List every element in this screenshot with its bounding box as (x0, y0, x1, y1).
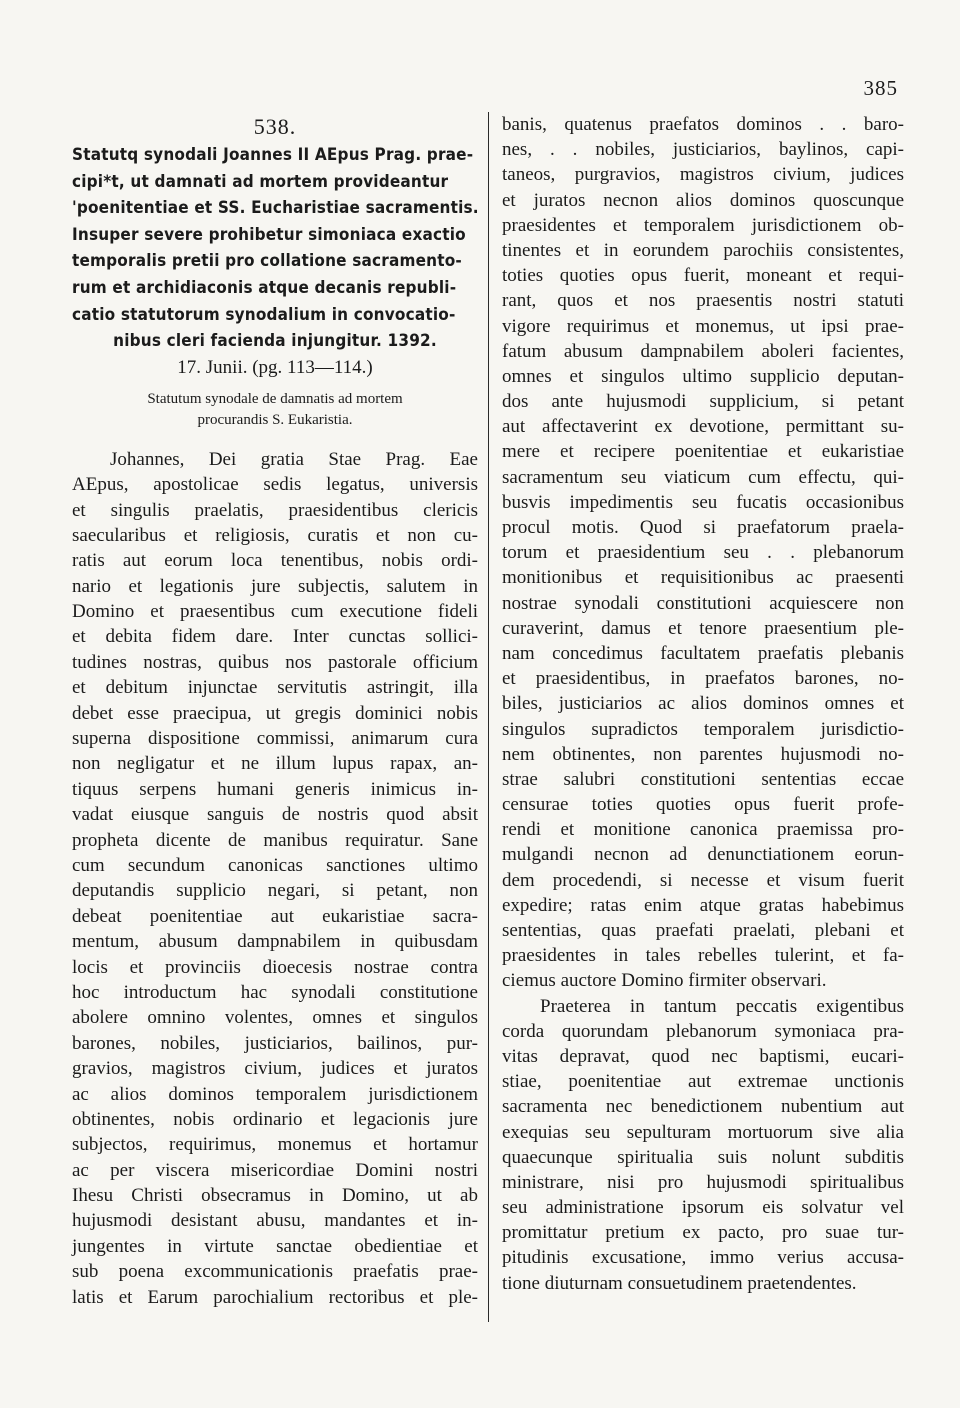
left-body-text (72, 447, 478, 1310)
text-line: dem procedendi, si necesse et visum fuerit (502, 869, 904, 891)
caption-line: Statutum synodale de damnatis ad mortem (147, 390, 403, 407)
heading-line: cipi*t, ut damnati ad mortem provideantur (72, 171, 449, 192)
text-line: deputandis supplicio negari, si petant, non (72, 880, 478, 902)
text-line: hoc introductum hac synodali constitutione (72, 981, 478, 1003)
text-line: ministrare, nisi pro hujusmodi spiritualibus (502, 1171, 904, 1193)
heading-line: Statutq synodali Joannes II AEpus Prag. prae- (72, 145, 474, 165)
text-line: superna dispositione commissi, animarum cura (72, 728, 478, 750)
text-line: stiae, poenitentiae aut extremae unctionis (502, 1071, 904, 1093)
document-date: 17. Junii. (pg. 113—114.) (177, 356, 373, 378)
text-line: sub poena excommunicationis praefatis prae- (72, 1261, 478, 1283)
text-line: expedire; ratas enim atque gratas habebimus (502, 894, 904, 916)
text-line: rant, quos et nos praesentis nostri statuti (502, 290, 904, 312)
text-line: torum et praesidentium seu . . plebanorum (502, 542, 904, 564)
heading-line: nibus cleri facienda injungitur. 1392. (113, 331, 437, 352)
text-line: Praeterea in tantum peccatis exigentibus (540, 995, 904, 1017)
heading-line: catio statutorum synodalium in convocatio- (72, 304, 456, 325)
text-line: aut affectaverint ex devotione, permittant su- (502, 416, 904, 438)
caption-line: procurandis S. Eukaristia. (197, 411, 353, 428)
text-line: nario et legationis jure subjectis, salutem in (72, 575, 478, 597)
text-line: banis, quatenus praefatos dominos . . baro- (502, 114, 904, 135)
text-line: et debitum injunctae servitutis astringit, illa (72, 677, 478, 699)
heading-line: temporalis pretii pro collatione sacramento- (72, 251, 462, 272)
text-line: Domino et praesentibus cum executione fideli (72, 601, 478, 623)
text-line: sacramentum seu viaticum cum effectu, qui- (502, 466, 904, 488)
text-line: et juratos necnon alios dominos quoscunque (502, 189, 904, 211)
text-line: ciemus auctore Domino firmiter observari. (502, 970, 827, 992)
text-line: debet esse praecipua, ut gregis dominici nobis (72, 702, 478, 724)
right-column (502, 112, 904, 1296)
heading-line: rum et archidiaconis atque decanis republi- (72, 277, 457, 298)
text-line: et singulis praelatis, praesidentibus clericis (72, 499, 478, 521)
text-line: latis et Earum parochialium rectoribus et ple- (72, 1286, 478, 1308)
text-line: sacramenta nec benedictionem nubentium aut (502, 1096, 904, 1118)
document-caption (72, 389, 478, 431)
text-line: toties quoties opus fuerit, moneant et requi- (502, 265, 904, 287)
text-line: obtinentes, nobis ordinario et legacionis jure (72, 1108, 478, 1130)
text-line: strae salubri constitutioni sententias eccae (502, 768, 904, 790)
text-line: abolere omnino volentes, omnes et singulos (72, 1007, 478, 1029)
text-line: omnes et singulos ultimo supplicio deputan- (502, 365, 904, 387)
text-line: vigore requirimus et monemus, ut ipsi prae- (502, 315, 904, 337)
document-number: 538. (253, 114, 297, 139)
text-line: propheta dicente de manibus requiratur. Sane (72, 829, 478, 851)
text-line: fatum abusum dampnabilem aboleri facientes, (502, 340, 904, 362)
text-line: et debita fidem dare. Inter cunctas sollici- (72, 626, 478, 648)
right-body-text (502, 112, 904, 1296)
text-line: rendi et monitione canonica praemissa pro- (502, 819, 904, 841)
text-line: Ihesu Christi obsecramus in Domino, ut ab (72, 1185, 478, 1207)
text-line: exequias seu sepulturam mortuorum sive alia (502, 1121, 904, 1143)
page-number: 385 (863, 76, 898, 100)
left-column (72, 112, 478, 1310)
text-line: censurae toties quoties opus fuerit profe- (502, 794, 904, 816)
text-line: barones, nobiles, justiciarios, bailinos, pur- (72, 1032, 478, 1054)
text-line: et praesidentibus, in praefatos barones, no- (502, 668, 904, 690)
text-line: corda quorundam plebanorum symoniaca pra- (502, 1020, 904, 1042)
column-divider (488, 112, 489, 1322)
text-line: non negligatur et ne illum lupus rapax, an- (72, 753, 478, 775)
text-line: praesidentes et temporalem jurisdictionem ob- (502, 214, 904, 236)
text-line: tione diuturnam consuetudinem praetendentes. (502, 1272, 857, 1294)
text-line: procul motis. Quod si praefatorum praela- (502, 517, 904, 538)
text-line: Johannes, Dei gratia Stae Prag. Eae (110, 448, 478, 470)
text-line: mulgandi necnon ad denunctiationem eorun- (502, 844, 904, 866)
text-line: subjectos, requirimus, monemus et hortamur (72, 1134, 478, 1156)
text-line: ratis aut eorum loca tenentibus, nobis ordi- (72, 550, 478, 572)
text-line: promittatur pretium ex pacto, pro suae tur- (502, 1222, 904, 1244)
text-line: tudines nostras, quibus nos pastorale officium (72, 651, 478, 673)
text-line: vitas depravat, quod nec baptismi, eucari- (502, 1045, 904, 1067)
text-line: praesidentes in tales rebelles tulerint, et fa- (502, 945, 904, 967)
text-line: tiquus serpens humani generis inimicus in- (72, 778, 478, 800)
text-line: quaecunque spiritualia suis nolunt subditis (502, 1146, 904, 1168)
text-line: mentum, abusum dampnabilem in quibusdam (72, 931, 478, 953)
text-line: cum secundum canonicas sanctiones ultimo (72, 855, 478, 876)
text-line: hujusmodi desistant abusu, mandantes et in- (72, 1210, 478, 1232)
text-line: monitionibus et requisitionibus ac praesenti (502, 567, 904, 589)
heading-line: 'poenitentiae et SS. Eucharistiae sacramentis. (72, 198, 479, 219)
heading-line: Insuper severe prohibetur simoniaca exactio (72, 224, 466, 245)
text-line: ac alios dominos temporalem jurisdictionem (72, 1083, 478, 1105)
text-line: tinentes et in eorundem parochiis consistentes, (502, 239, 904, 261)
text-line: seu administratione ipsorum eis solvatur vel (502, 1197, 904, 1219)
text-line: jungentes in virtute sanctae obedientiae et (72, 1235, 478, 1257)
text-line: nem obtinentes, non parentes hujusmodi no- (502, 743, 904, 765)
text-line: nostrae synodali constitutioni acquiescere non (502, 592, 904, 614)
text-line: nam concedimus facultatem praefatis plebanis (502, 642, 904, 664)
text-line: debeat poenitentiae aut eukaristiae sacra- (72, 905, 478, 927)
text-line: curaverint, damus et tenore praesentium ple- (502, 617, 904, 639)
text-line: busvis impedimentis seu fucatis occasionibus (502, 491, 904, 513)
text-line: ac per viscera misericordiae Domini nostri (72, 1159, 478, 1181)
document-heading (72, 142, 478, 355)
text-line: pitudinis excusatione, immo verius accusa- (502, 1247, 904, 1269)
text-line: biles, justiciarios ac alios dominos omnes et (502, 693, 904, 715)
text-line: dos ante hujusmodi supplicium, si petant (502, 391, 904, 413)
text-line: gravios, magistros civium, judices et juratos (72, 1058, 478, 1080)
text-line: sententias, quas praefati praelati, plebani et (502, 920, 904, 941)
text-line: locis et provinciis dioecesis nostrae contra (72, 956, 478, 978)
text-line: vadat eiusque sanguis de nostris quod absit (72, 804, 478, 826)
text-line: AEpus, apostolicae sedis legatus, universis (72, 474, 478, 496)
text-line: singulos supradictos temporalem jurisdictio- (502, 718, 904, 740)
text-line: taneos, purgravios, magistros civium, judices (502, 164, 904, 186)
text-line: mere et recipere poenitentiae et eukaristiae (502, 441, 904, 463)
text-line: nes, . . nobiles, justiciarios, baylinos, capi- (502, 139, 904, 161)
text-line: saecularibus et religiosis, curatis et non cu- (72, 524, 478, 546)
